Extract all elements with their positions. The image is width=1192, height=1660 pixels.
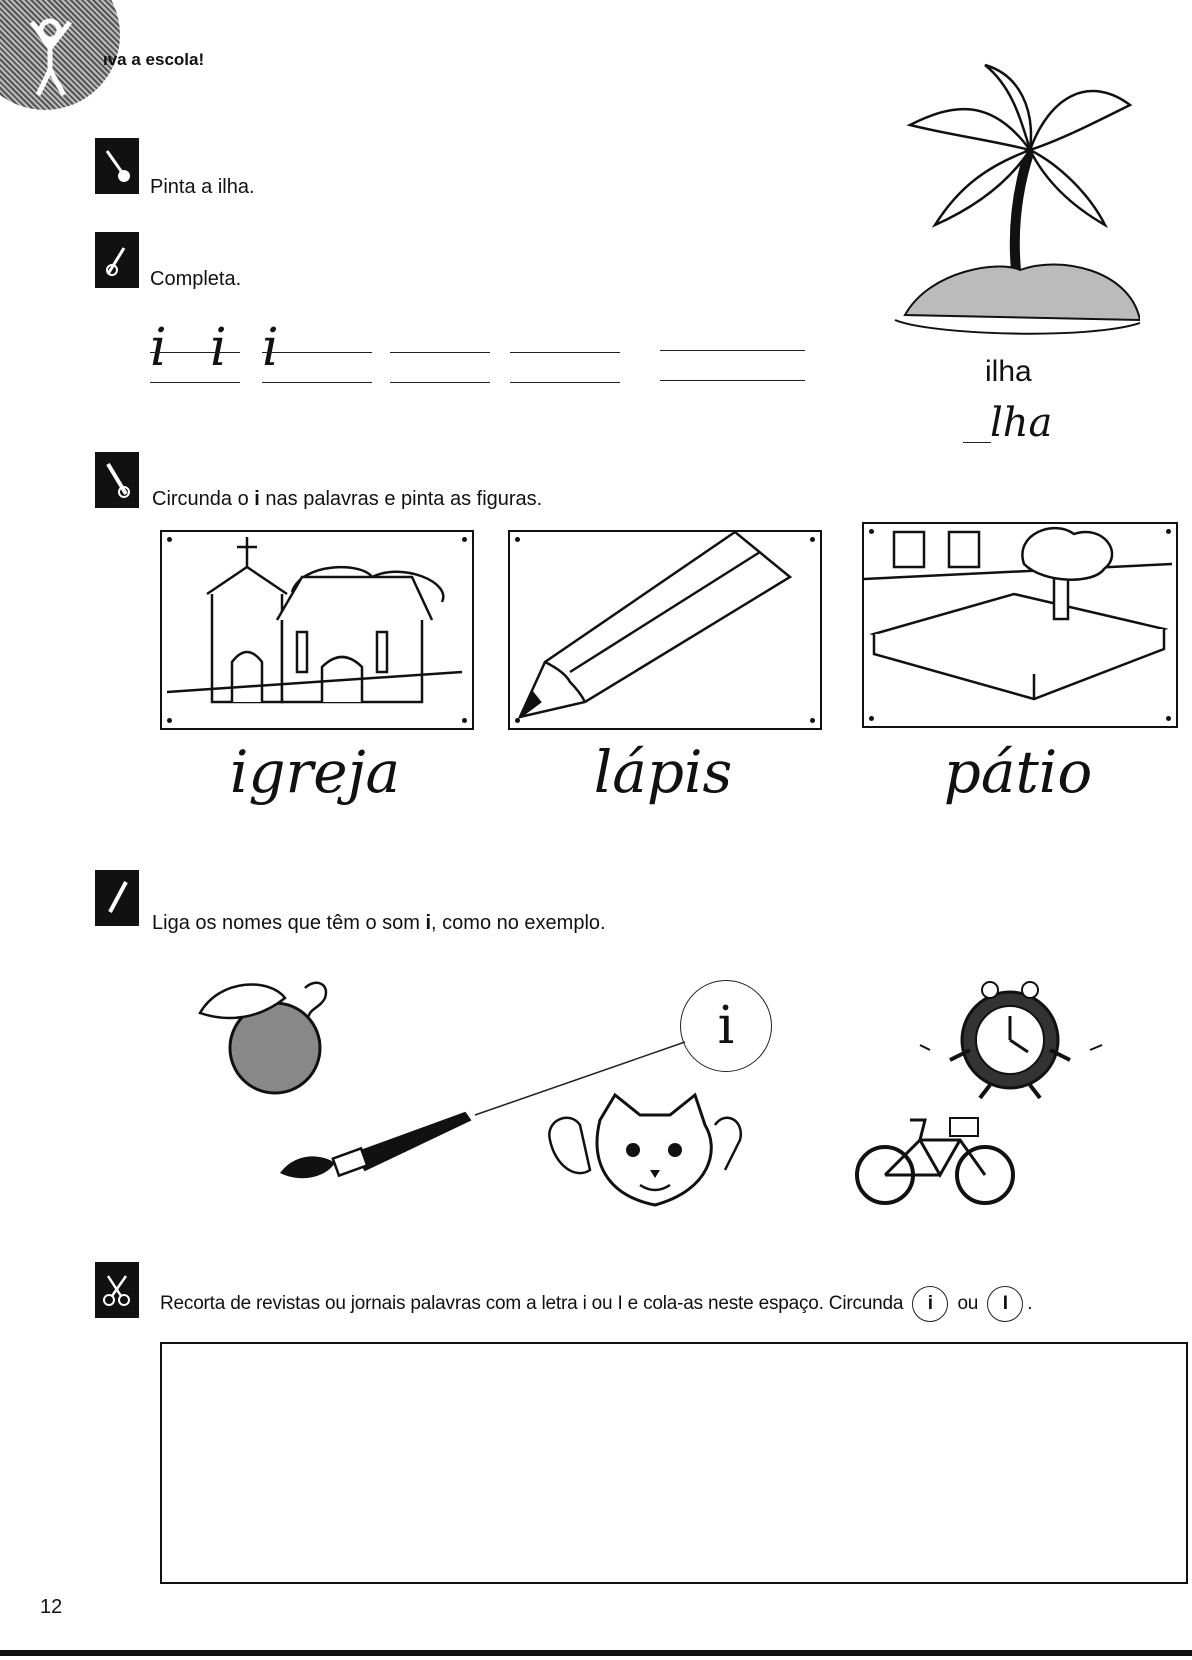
word-pencil: lápis bbox=[593, 738, 733, 806]
courtyard-picture bbox=[862, 522, 1178, 728]
cat-icon bbox=[545, 1090, 745, 1220]
pencil-picture bbox=[508, 530, 822, 730]
island-word-print: ilha bbox=[985, 355, 1032, 388]
courtyard-icon bbox=[864, 524, 1172, 722]
church-picture bbox=[160, 530, 474, 730]
task-complete: Completa. bbox=[150, 268, 242, 290]
stick-figure-icon bbox=[0, 0, 120, 110]
word-courtyard: pátio bbox=[943, 738, 1093, 806]
island-word-cursive: lha bbox=[990, 400, 1053, 446]
task-cut-paste: Recorta de revistas ou jornais palavras com a letra i ou I e cola-as neste espaço. Circunda i ou I . bbox=[160, 1286, 1032, 1322]
task-circle-letter: Circunda o i nas palavras e pinta as figuras. bbox=[152, 488, 543, 510]
header-badge bbox=[0, 0, 120, 110]
bicycle-icon bbox=[850, 1100, 1020, 1210]
practice-letter: i bbox=[150, 318, 167, 378]
clock-icon bbox=[910, 980, 1110, 1100]
paste-area[interactable] bbox=[160, 1342, 1188, 1584]
page-number: 12 bbox=[40, 1596, 63, 1618]
pencil-hand-icon bbox=[95, 232, 139, 288]
task-link-names: Liga os nomes que têm o som i, como no exemplo. bbox=[152, 912, 606, 934]
word-church: igreja bbox=[229, 738, 401, 806]
church-icon bbox=[162, 532, 468, 724]
apple-icon bbox=[190, 968, 350, 1098]
paint-brush-icon bbox=[95, 138, 139, 194]
island-illustration bbox=[890, 55, 1140, 335]
pencil-icon bbox=[95, 452, 139, 508]
practice-letter: i bbox=[210, 318, 227, 378]
paintbrush-icon bbox=[275, 1108, 475, 1188]
pencil-icon bbox=[510, 532, 816, 724]
header-title: ıva a escola! bbox=[103, 50, 205, 69]
footer-rule bbox=[0, 1650, 1192, 1656]
circle-upper-i: I bbox=[987, 1286, 1023, 1322]
circle-lower-i: i bbox=[912, 1286, 948, 1322]
task-paint-island: Pinta a ilha. bbox=[150, 176, 255, 198]
pencil-icon bbox=[95, 870, 139, 926]
scissors-icon bbox=[95, 1262, 139, 1318]
practice-letter: i bbox=[262, 318, 279, 378]
example-letter-circle: i bbox=[680, 980, 772, 1072]
